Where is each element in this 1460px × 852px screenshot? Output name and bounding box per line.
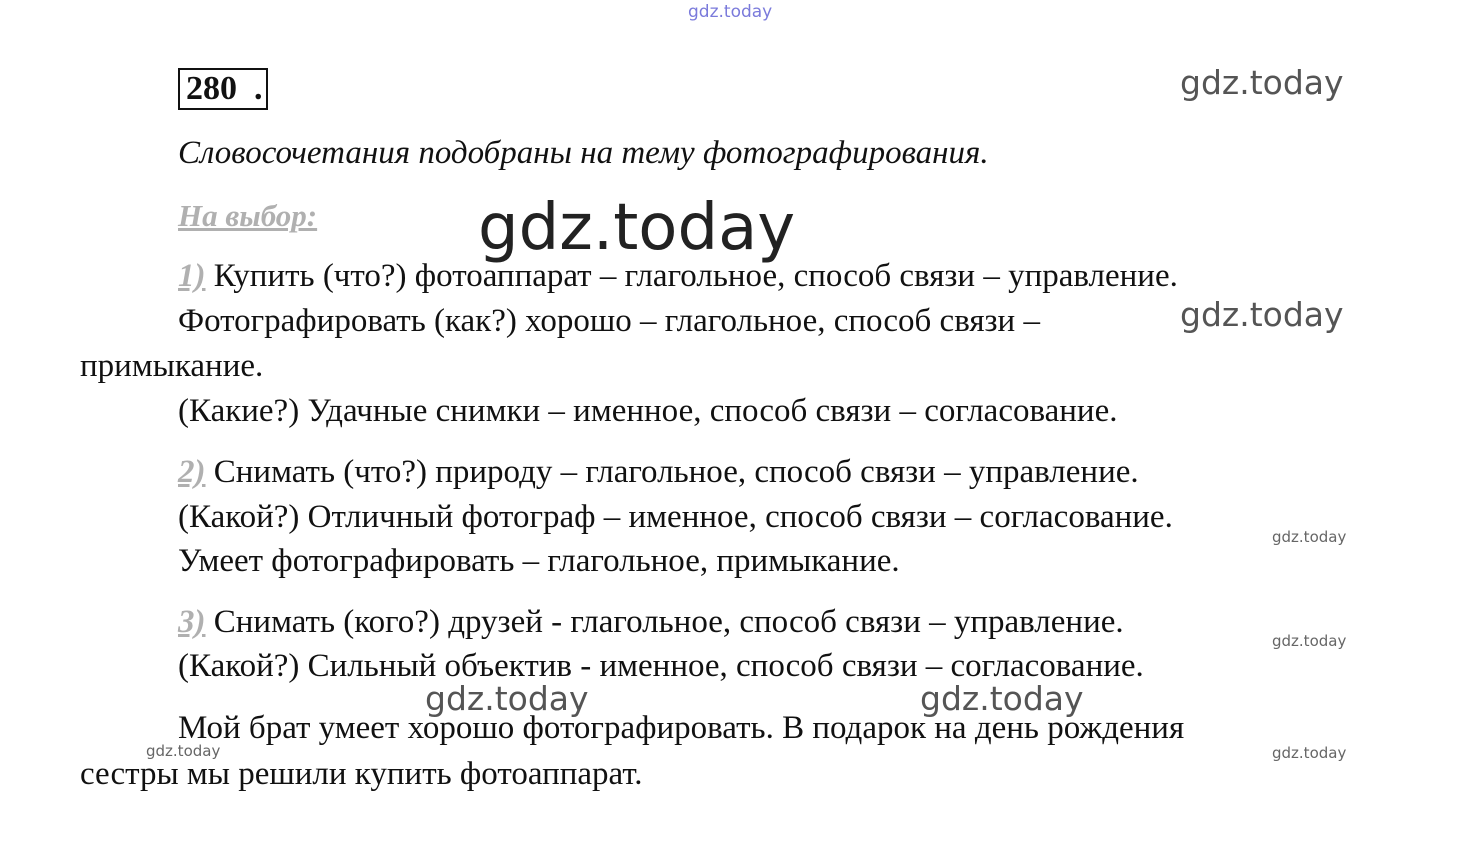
exercise-number-dot: . [254, 70, 263, 107]
watermark-small-3: gdz.today [146, 742, 221, 760]
watermark-right-1: gdz.today [1180, 63, 1344, 102]
choose-heading: На выбор: [178, 198, 318, 233]
exercise-number: 280 [186, 70, 237, 107]
watermark-top: gdz.today [688, 2, 773, 22]
group-3-line-1 [178, 606, 1124, 639]
watermark-small-1: gdz.today [1272, 528, 1347, 546]
group-2-line-1-text: Снимать (что?) природу – глагольное, способ связи – управление. [205, 454, 1139, 490]
group-2-line-2: (Какой?) Отличный фотограф – именное, способ связи – согласование. [178, 499, 1173, 535]
sentence-line-2: сестры мы решили купить фотоаппарат. [80, 756, 643, 792]
watermark-right-2: gdz.today [1180, 295, 1344, 334]
watermark-small-4: gdz.today [1272, 744, 1347, 762]
group-1-line-2: Фотографировать (как?) хорошо – глагольное, способ связи – [178, 303, 1040, 339]
group-1-label: 1) [178, 258, 206, 294]
sentence-line-1: Мой брат умеет хорошо фотографировать. В подарок на день рождения [178, 710, 1185, 746]
watermark-mid-2: gdz.today [920, 679, 1084, 718]
intro-text: Словосочетания подобраны на тему фотографирования. [178, 135, 989, 171]
group-2-line-1 [178, 456, 1139, 489]
group-2-line-3: Умеет фотографировать – глагольное, примыкание. [178, 543, 900, 579]
group-1-line-2-cont: примыкание. [80, 348, 264, 384]
group-3-label: 3) [178, 604, 206, 640]
watermark-small-2: gdz.today [1272, 632, 1347, 650]
group-2-label: 2) [178, 454, 206, 490]
group-1-line-1 [178, 260, 1178, 293]
watermark-mid-1: gdz.today [425, 679, 589, 718]
group-1-line-1-text: Купить (что?) фотоаппарат – глагольное, способ связи – управление. [205, 258, 1178, 294]
group-1-line-3: (Какие?) Удачные снимки – именное, способ связи – согласование. [178, 393, 1118, 429]
watermark-large: gdz.today [478, 191, 796, 265]
group-3-line-2: (Какой?) Сильный объектив - именное, способ связи – согласование. [178, 648, 1144, 684]
group-3-line-1-text: Снимать (кого?) друзей - глагольное, способ связи – управление. [205, 604, 1124, 640]
